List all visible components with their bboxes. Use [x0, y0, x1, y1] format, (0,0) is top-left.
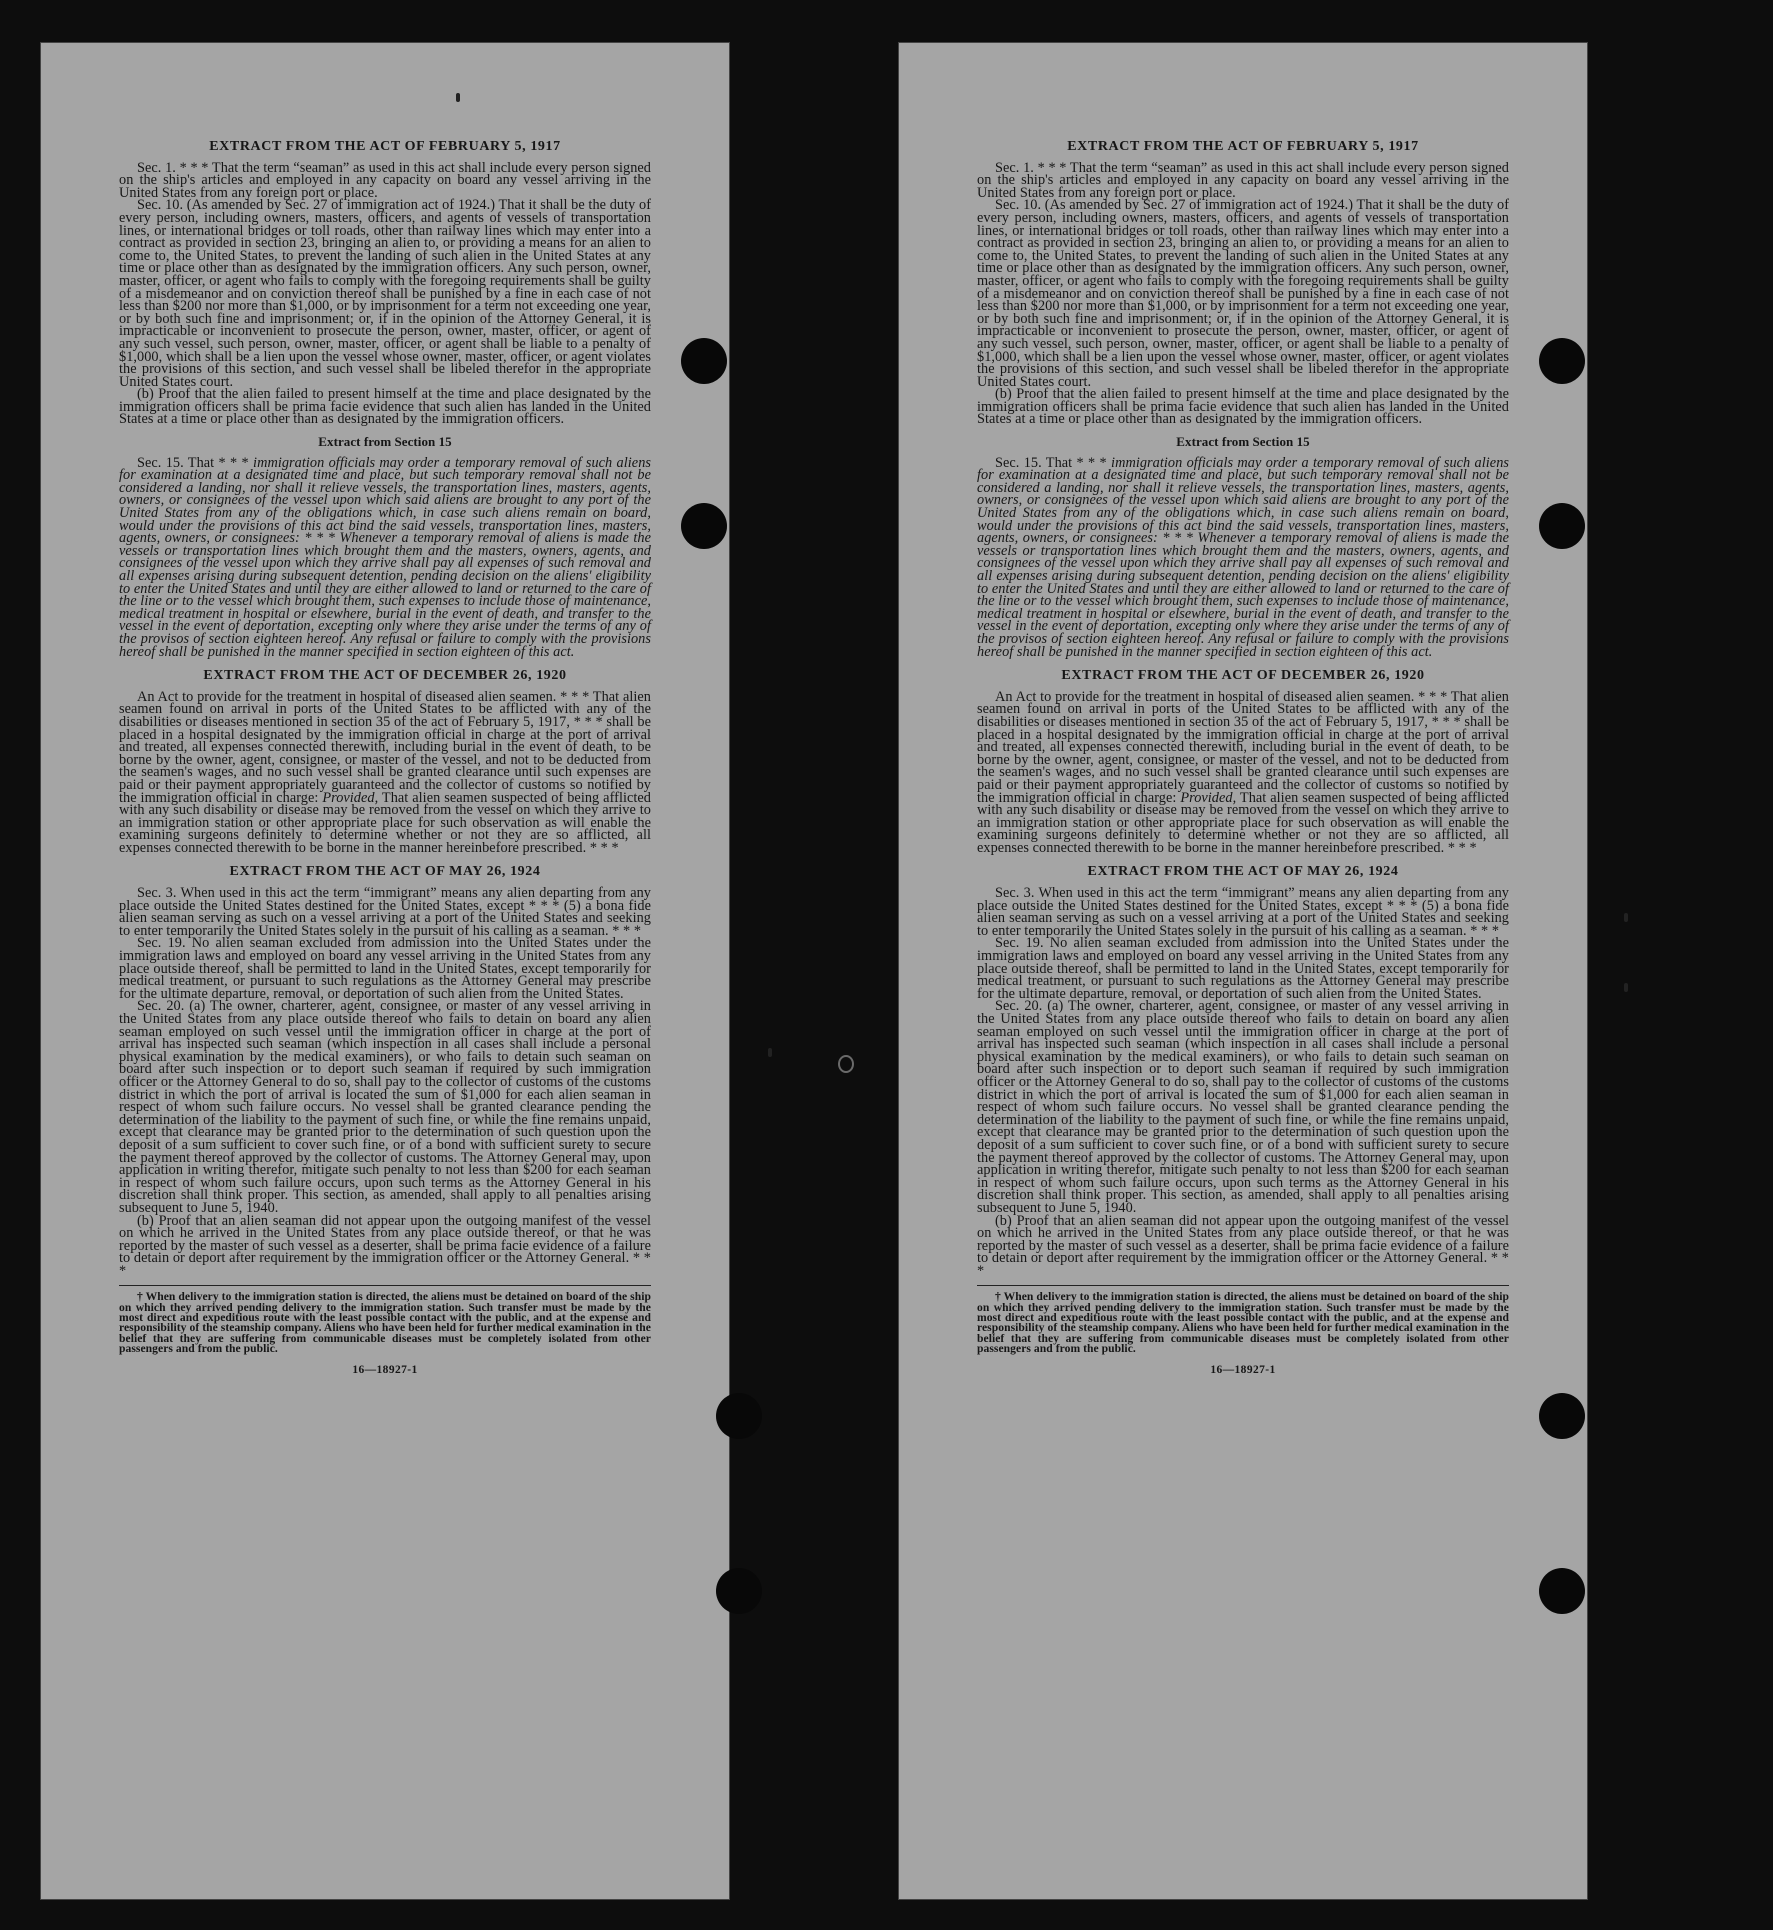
heading-act-1917: EXTRACT FROM THE ACT OF FEBRUARY 5, 1917 — [1067, 139, 1419, 154]
punch-hole-1 — [681, 338, 727, 384]
punch-hole-2 — [681, 503, 727, 549]
section-10b-text: (b) Proof that the alien failed to present himself at the time and place designated by the immigration officers shall be prima facie evidence that such alien has landed in the United States at a time or place other than as designated by the immigration officers. — [119, 386, 651, 428]
page-text-right — [977, 141, 1509, 1377]
section-20a-text: Sec. 20. (a) The owner, charterer, agent, consignee, or master of any vessel arriving in the United States from any place outside thereof who fails to detain on board any alien seaman employed on such vessel until the immigration officer in charge at the port of arrival has inspected such seaman (which inspection in all cases shall include a personal physical examination by the medical examiners), or who fails to detain such seaman on board after such inspection or to deport such seaman if required by such immigration officer or the Attorney General to do so, shall pay to the collector of customs of the customs district in which the port of arrival is located the sum of $1,000 for each alien seaman in respect of whom such failure occurs. No vessel shall be granted clearance pending the determination of the liability to the payment of such fine, or while the fine remains unpaid, except that clearance may be granted prior to the determination of such question upon the deposit of a sum sufficient to cover such fine, or of a bond with sufficient surety to secure the payment thereof approved by the collector of customs. The Attorney General may, upon application in writing therefor, mitigate such penalty to not less than $200 for each seaman in respect of whom such failure occurs, upon such terms as the Attorney General in his discretion shall think proper. This section, as amended, shall apply to all penalties arising subsequent to June 5, 1940. — [119, 998, 651, 1216]
heading-act-1924: EXTRACT FROM THE ACT OF MAY 26, 1924 — [229, 864, 541, 880]
page-text-left — [119, 141, 651, 1377]
punch-hole-4 — [1539, 1568, 1585, 1614]
act-1920-body-2: That alien seamen suspected of being afflicted with any such disability or disease may be removed from the vessel on which they arrive to an immigration station or other appropriate place for such observation as will enable the examining surgeons definitely to determine whether or not they are so afflicted, all expenses connected therewith to be borne in the manner hereinbefore prescribed. * * * — [119, 789, 651, 856]
heading-act-1920: EXTRACT FROM THE ACT OF DECEMBER 26, 1920 — [203, 668, 567, 684]
section-15-body: immigration officials may order a temporary removal of such aliens for examination at a designated time and place, but such temporary removal shall not be considered a landing, nor shall it relieve vessels, the transportation lines, masters, agents, owners, or consignees of the vessel upon which said aliens are brought to any port of the United States from any of the obligations which, in case such aliens remain on board, would under the provisions of this act bind the said vessels, transportation lines, masters, agents, owners, or consignees: * * * Whenever a temporary removal of aliens is made the vessels or transportation lines which brought them and the masters, owners, agents, and consignees of the vessel upon which they arrive shall pay all expenses of such removal and all expenses arising during subsequent detention, pending decision on the aliens' eligibility to enter the United States and until they are either allowed to land or returned to the care of the line or to the vessel which brought them, such expenses to include those of maintenance, medical treatment in hospital or elsewhere, burial in the event of death, and transfer to the vessel in the event of deportation, excepting only where they arise under the terms of any of the provisos of section eighteen hereof. Any refusal or failure to comply with the provisions hereof shall be punished in the manner specified in section eighteen of this act. — [119, 454, 652, 660]
section-20a-text: Sec. 20. (a) The owner, charterer, agent, consignee, or master of any vessel arriving in the United States from any place outside thereof who fails to detain on board any alien seaman employed on such vessel until the immigration officer in charge at the port of arrival has inspected such seaman (which inspection in all cases shall include a personal physical examination by the medical examiners), or who fails to detain such seaman on board after such inspection or to deport such seaman if required by such immigration officer or the Attorney General to do so, shall pay to the collector of customs of the customs district in which the port of arrival is located the sum of $1,000 for each alien seaman in respect of whom such failure occurs. No vessel shall be granted clearance pending the determination of the liability to the payment of such fine, or while the fine remains unpaid, except that clearance may be granted prior to the determination of such question upon the deposit of a sum sufficient to cover such fine, or of a bond with sufficient surety to secure the payment thereof approved by the collector of customs. The Attorney General may, upon application in writing therefor, mitigate such penalty to not less than $200 for each seaman in respect of whom such failure occurs, upon such terms as the Attorney General in his discretion shall think proper. This section, as amended, shall apply to all penalties arising subsequent to June 5, 1940. — [977, 998, 1509, 1216]
heading-section-15: Extract from Section 15 — [318, 434, 452, 450]
punch-hole-3 — [716, 1393, 762, 1439]
form-number: 16—18927-1 — [1210, 1364, 1276, 1377]
heading-act-1917: EXTRACT FROM THE ACT OF FEBRUARY 5, 1917 — [209, 139, 561, 154]
document-page-right — [898, 42, 1588, 1900]
section-15-body: immigration officials may order a temporary removal of such aliens for examination at a designated time and place, but such temporary removal shall not be considered a landing, nor shall it relieve vessels, the transportation lines, masters, agents, owners, or consignees of the vessel upon which said aliens are brought to any port of the United States from any of the obligations which, in case such aliens remain on board, would under the provisions of this act bind the said vessels, transportation lines, masters, agents, owners, or consignees: * * * Whenever a temporary removal of aliens is made the vessels or transportation lines which brought them and the masters, owners, agents, and consignees of the vessel upon which they arrive shall pay all expenses of such removal and all expenses arising during subsequent detention, pending decision on the aliens' eligibility to enter the United States and until they are either allowed to land or returned to the care of the line or to the vessel which brought them, such expenses to include those of maintenance, medical treatment in hospital or elsewhere, burial in the event of death, and transfer to the vessel in the event of deportation, excepting only where they arise under the terms of any of the provisos of section eighteen hereof. Any refusal or failure to comply with the provisions hereof shall be punished in the manner specified in section eighteen of this act. — [977, 454, 1510, 660]
section-3-text: Sec. 3. When used in this act the term “immigrant” means any alien departing from any place outside the United States destined for the United States, except * * * (5) a bona fide alien seaman serving as such on a vessel arriving at a port of the United States and seeking to enter temporarily the United States solely in the pursuit of his calling as a seaman. * * * — [119, 885, 651, 939]
section-15-text — [977, 454, 1510, 660]
scan-speck — [768, 1048, 772, 1057]
form-number: 16—18927-1 — [352, 1364, 418, 1377]
section-1-text: Sec. 1. * * * That the term “seaman” as used in this act shall include every person signed on the ship's articles and employed in any capacity on board any vessel arriving in the United States from any foreign port or place. — [977, 159, 1509, 201]
act-1920-body-2: That alien seamen suspected of being afflicted with any such disability or disease may be removed from the vessel on which they arrive to an immigration station or other appropriate place for such observation as will enable the examining surgeons definitely to determine whether or not they are so afflicted, all expenses connected therewith to be borne in the manner hereinbefore prescribed. * * * — [977, 789, 1509, 856]
punch-hole-2 — [1539, 503, 1585, 549]
section-19-text: Sec. 19. No alien seaman excluded from admission into the United States under the immigration laws and employed on board any vessel arriving in the United States from any place outside thereof, shall be permitted to land in the United States, except temporarily for medical treatment, or pursuant to such regulations as the Attorney General may prescribe for the ultimate departure, removal, or deportation of such alien from the United States. — [119, 935, 651, 1002]
punch-hole-1 — [1539, 338, 1585, 384]
footnote-rule — [119, 1285, 651, 1286]
section-10-text: Sec. 10. (As amended by Sec. 27 of immigration act of 1924.) That it shall be the duty of every person, including owners, masters, officers, and agents of vessels of transportation lines, or international bridges or toll roads, other than railway lines which may enter into a contract as provided in section 23, bringing an alien to, or providing a means for an alien to come to, the United States, to prevent the landing of such alien in the United States at any time or place other than as designated by the immigration officers. Any such person, owner, master, officer, or agent who fails to comply with the foregoing requirements shall be guilty of a misdemeanor and on conviction thereof shall be punished by a fine in each case of not less than $200 nor more than $1,000, or by imprisonment for a term not exceeding one year, or by both such fine and imprisonment; or, if in the opinion of the Attorney General, it is impracticable or inconvenient to prosecute the person, owner, master, officer, or agent of any such vessel, such person, owner, master, officer, or agent shall be liable to a penalty of $1,000, which shall be a lien upon the vessel whose owner, master, officer, or agent violates the provisions of this section, and such vessel shall be libeled therefor in the appropriate United States court. — [977, 197, 1509, 390]
section-3-text: Sec. 3. When used in this act the term “immigrant” means any alien departing from any place outside the United States destined for the United States, except * * * (5) a bona fide alien seaman serving as such on a vessel arriving at a port of the United States and seeking to enter temporarily the United States solely in the pursuit of his calling as a seaman. * * * — [977, 885, 1509, 939]
section-19-text: Sec. 19. No alien seaman excluded from admission into the United States under the immigration laws and employed on board any vessel arriving in the United States from any place outside thereof, shall be permitted to land in the United States, except temporarily for medical treatment, or pursuant to such regulations as the Attorney General may prescribe for the ultimate departure, removal, or deportation of such alien from the United States. — [977, 935, 1509, 1002]
act-1920-body: An Act to provide for the treatment in hospital of diseased alien seamen. * * * That alien seamen found on arrival in ports of the United States to be afflicted with any of the disabilities or diseases mentioned in section 35 of the act of February 5, 1917, * * * shall be placed in a hospital designated by the immigration official in charge at the port of arrival and treated, all expenses connected therewith, including burial in the event of death, to be borne by the owner, agent, consignee, or master of the vessel, and not to be deducted from the seamen's wages, and no such vessel shall be granted clearance until such expenses are paid or their payment appropriately guaranteed and the collector of customs so notified by the immigration official in charge: — [977, 688, 1509, 806]
heading-act-1924: EXTRACT FROM THE ACT OF MAY 26, 1924 — [1087, 864, 1399, 880]
footnote-text: † When delivery to the immigration station is directed, the aliens must be detained on board of the ship on which they arrived pending delivery to the immigration station. Such transfer must be made by the most direct and expeditious route with the least possible contact with the public, and at the expense and responsibility of the steamship company. Aliens who have been held for further medical examination in the belief that they are suffering from communicable diseases must be completely isolated from other passengers and from the public. — [119, 1290, 651, 1355]
document-page-left — [40, 42, 730, 1900]
section-15-text — [119, 454, 652, 660]
act-1920-text — [977, 688, 1509, 856]
scan-speck — [1624, 913, 1628, 922]
punch-hole-3 — [1539, 1393, 1585, 1439]
act-1920-body: An Act to provide for the treatment in hospital of diseased alien seamen. * * * That alien seamen found on arrival in ports of the United States to be afflicted with any of the disabilities or diseases mentioned in section 35 of the act of February 5, 1917, * * * shall be placed in a hospital designated by the immigration official in charge at the port of arrival and treated, all expenses connected therewith, including burial in the event of death, to be borne by the owner, agent, consignee, or master of the vessel, and not to be deducted from the seamen's wages, and no such vessel shall be granted clearance until such expenses are paid or their payment appropriately guaranteed and the collector of customs so notified by the immigration official in charge: — [119, 688, 651, 806]
footnote-text: † When delivery to the immigration station is directed, the aliens must be detained on board of the ship on which they arrived pending delivery to the immigration station. Such transfer must be made by the most direct and expeditious route with the least possible contact with the public, and at the expense and responsibility of the steamship company. Aliens who have been held for further medical examination in the belief that they are suffering from communicable diseases must be completely isolated from other passengers and from the public. — [977, 1290, 1509, 1355]
act-1920-provided: Provided, — [1180, 789, 1237, 806]
heading-act-1920: EXTRACT FROM THE ACT OF DECEMBER 26, 1920 — [1061, 668, 1425, 684]
section-15-lead: Sec. 15. That * * * — [137, 454, 249, 471]
section-20b-text: (b) Proof that an alien seaman did not appear upon the outgoing manifest of the vessel on which he arrived in the United States from any place outside thereof, or that he was reported by the master of such vessel as a deserter, shall be prima facie evidence of a failure to detain or deport after requirement by the immigration officer or the Attorney General. * * * — [977, 1212, 1509, 1279]
punch-hole-4 — [716, 1568, 762, 1614]
scan-speck — [1624, 983, 1628, 992]
section-15-lead: Sec. 15. That * * * — [995, 454, 1107, 471]
footnote-rule — [977, 1285, 1509, 1286]
gutter-mark — [838, 1055, 854, 1073]
section-10b-text: (b) Proof that the alien failed to present himself at the time and place designated by the immigration officers shall be prima facie evidence that such alien has landed in the United States at a time or place other than as designated by the immigration officers. — [977, 386, 1509, 428]
act-1920-provided: Provided, — [322, 789, 379, 806]
heading-section-15: Extract from Section 15 — [1176, 434, 1310, 450]
act-1920-text — [119, 688, 651, 856]
section-1-text: Sec. 1. * * * That the term “seaman” as used in this act shall include every person signed on the ship's articles and employed in any capacity on board any vessel arriving in the United States from any foreign port or place. — [119, 159, 651, 201]
scan-speck — [456, 93, 460, 102]
section-20b-text: (b) Proof that an alien seaman did not appear upon the outgoing manifest of the vessel on which he arrived in the United States from any place outside thereof, or that he was reported by the master of such vessel as a deserter, shall be prima facie evidence of a failure to detain or deport after requirement by the immigration officer or the Attorney General. * * * — [119, 1212, 651, 1279]
section-10-text: Sec. 10. (As amended by Sec. 27 of immigration act of 1924.) That it shall be the duty of every person, including owners, masters, officers, and agents of vessels of transportation lines, or international bridges or toll roads, other than railway lines which may enter into a contract as provided in section 23, bringing an alien to, or providing a means for an alien to come to, the United States, to prevent the landing of such alien in the United States at any time or place other than as designated by the immigration officers. Any such person, owner, master, officer, or agent who fails to comply with the foregoing requirements shall be guilty of a misdemeanor and on conviction thereof shall be punished by a fine in each case of not less than $200 nor more than $1,000, or by imprisonment for a term not exceeding one year, or by both such fine and imprisonment; or, if in the opinion of the Attorney General, it is impracticable or inconvenient to prosecute the person, owner, master, officer, or agent of any such vessel, such person, owner, master, officer, or agent shall be liable to a penalty of $1,000, which shall be a lien upon the vessel whose owner, master, officer, or agent violates the provisions of this section, and such vessel shall be libeled therefor in the appropriate United States court. — [119, 197, 651, 390]
